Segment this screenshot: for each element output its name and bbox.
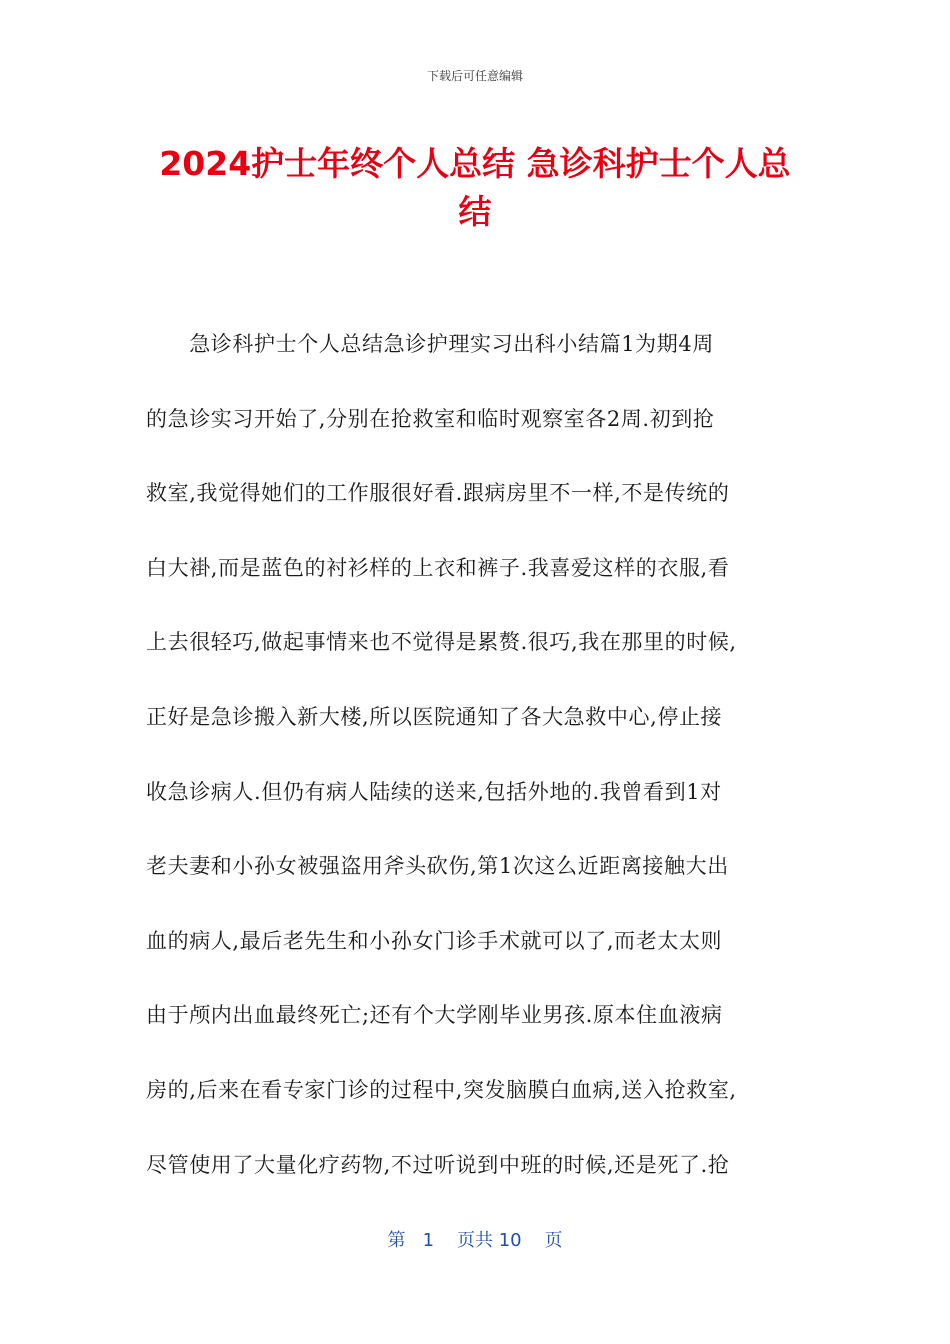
footer-prefix: 第: [387, 1230, 406, 1251]
body-line: 救室,我觉得她们的工作服很好看.跟病房里不一样,不是传统的: [146, 481, 730, 506]
body-line: 正好是急诊搬入新大楼,所以医院通知了各大急救中心,停止接: [146, 704, 723, 729]
footer-middle: 页共: [456, 1230, 493, 1251]
header-note: 下载后可任意编辑: [426, 69, 523, 83]
body-line: 血的病人,最后老先生和小孙女门诊手术就可以了,而老太太则: [146, 928, 723, 953]
body-line: 急诊科护士个人总结急诊护理实习出科小结篇1为期4周: [146, 332, 714, 356]
document-title: [140, 140, 810, 236]
footer-suffix: 页: [544, 1230, 563, 1251]
body-line: 白大褂,而是蓝色的衬衫样的上衣和裤子.我喜爱这样的衣服,看: [146, 555, 730, 580]
body-line: 由于颅内出血最终死亡;还有个大学刚毕业男孩.原本住血液病: [146, 1003, 723, 1028]
body-line: 房的,后来在看专家门诊的过程中,突发脑膜白血病,送入抢救室,: [146, 1077, 737, 1102]
body-paragraph: [146, 322, 806, 1217]
body-line: 尽管使用了大量化疗药物,不过听说到中班的时候,还是死了.抢: [146, 1152, 730, 1177]
title-line: 结: [458, 192, 492, 231]
body-line: 收急诊病人.但仍有病人陆续的送来,包括外地的.我曾看到1对: [146, 779, 722, 804]
page-footer: [0, 1226, 950, 1252]
body-line: 的急诊实习开始了,分别在抢救室和临时观察室各2周.初到抢: [146, 406, 715, 431]
total-pages-number: 10: [498, 1230, 522, 1251]
body-line: 老夫妻和小孙女被强盗用斧头砍伤,第1次这么近距离接触大出: [146, 854, 729, 879]
body-line: 上去很轻巧,做起事情来也不觉得是累赘.很巧,我在那里的时候,: [146, 630, 737, 655]
title-line: 2024护士年终个人总结 急诊科护士个人总: [159, 144, 791, 183]
current-page-number: 1: [422, 1230, 435, 1251]
